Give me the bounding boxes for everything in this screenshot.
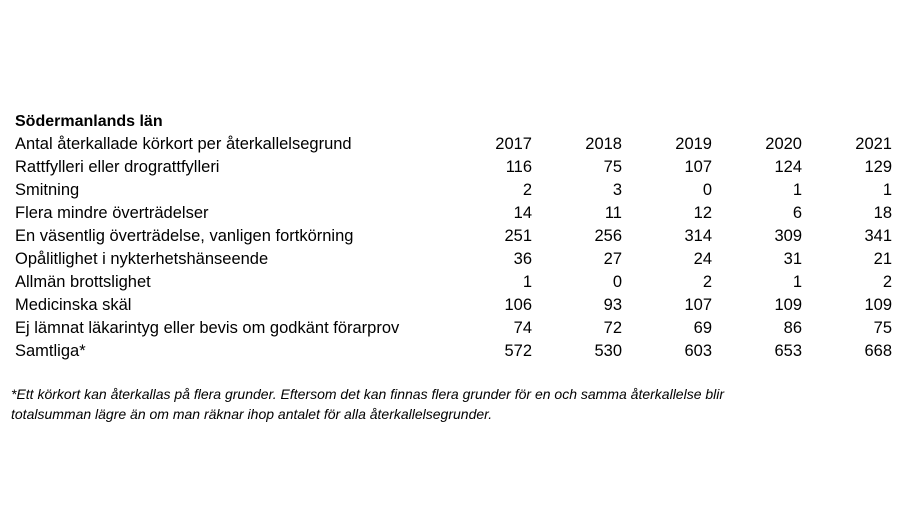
row-label: Medicinska skäl [15, 296, 132, 314]
row-value: 653 [774, 342, 802, 360]
footnote [11, 384, 871, 424]
row-value: 3 [612, 181, 622, 199]
row-value: 74 [513, 319, 532, 337]
row-value: 2 [702, 273, 712, 291]
row-value: 603 [684, 342, 712, 360]
row-value: 36 [513, 250, 532, 268]
row-value: 668 [864, 342, 892, 360]
row-value: 309 [774, 227, 802, 245]
header-label: Antal återkallade körkort per återkallelsegrund [15, 135, 352, 153]
row-value: 106 [504, 296, 532, 314]
row-value: 11 [604, 204, 622, 222]
row-value: 27 [603, 250, 622, 268]
row-value: 341 [864, 227, 892, 245]
row-label: Allmän brottslighet [15, 273, 151, 291]
row-value: 314 [684, 227, 712, 245]
footnote-line: totalsumman lägre än om man räknar ihop antalet för alla återkallelsegrunder. [11, 406, 493, 422]
row-value: 2 [522, 181, 532, 199]
row-label: Flera mindre överträdelser [15, 204, 209, 222]
row-value: 14 [513, 204, 532, 222]
table-row [15, 317, 892, 340]
table-row [15, 156, 892, 179]
header-year: 2018 [585, 135, 622, 153]
row-value: 18 [873, 204, 892, 222]
row-value: 572 [504, 342, 532, 360]
row-value: 2 [882, 273, 892, 291]
table-row [15, 294, 892, 317]
row-value: 69 [693, 319, 712, 337]
row-value: 256 [594, 227, 622, 245]
table-title: Södermanlands län [15, 113, 163, 130]
header-year: 2019 [675, 135, 712, 153]
row-label: En väsentlig överträdelse, vanligen fortkörning [15, 227, 354, 245]
row-value: 129 [864, 158, 892, 176]
row-value: 109 [864, 296, 892, 314]
row-value: 75 [603, 158, 622, 176]
row-value: 21 [873, 250, 892, 268]
row-value: 72 [603, 319, 622, 337]
row-value: 107 [684, 158, 712, 176]
row-label: Opålitlighet i nykterhetshänseende [15, 250, 269, 268]
row-value: 31 [783, 250, 802, 268]
row-value: 1 [882, 181, 892, 199]
row-value: 124 [774, 158, 802, 176]
row-value: 1 [792, 181, 802, 199]
row-value: 251 [504, 227, 532, 245]
header-year: 2021 [855, 135, 892, 153]
row-value: 1 [522, 273, 532, 291]
table-row [15, 225, 892, 248]
row-label: Ej lämnat läkarintyg eller bevis om godkänt förarprov [15, 319, 400, 337]
row-value: 116 [505, 158, 532, 176]
revocation-table [15, 133, 892, 363]
row-value: 109 [774, 296, 802, 314]
header-year: 2020 [765, 135, 802, 153]
table-row [15, 202, 892, 225]
header-year: 2017 [495, 135, 532, 153]
table-row [15, 271, 892, 294]
table-row [15, 248, 892, 271]
row-label: Rattfylleri eller drograttfylleri [15, 158, 220, 176]
row-value: 107 [684, 296, 712, 314]
row-value: 93 [603, 296, 622, 314]
row-value: 24 [693, 250, 712, 268]
footnote-line: *Ett körkort kan återkallas på flera grunder. Eftersom det kan finnas flera grunder för en och samma återkallelse blir [11, 386, 725, 402]
row-value: 0 [702, 181, 712, 199]
row-value: 75 [873, 319, 892, 337]
row-value: 12 [693, 204, 712, 222]
row-value: 530 [594, 342, 622, 360]
row-value: 6 [792, 204, 802, 222]
row-label: Samtliga* [15, 342, 86, 360]
row-value: 1 [792, 273, 802, 291]
table-row [15, 179, 892, 202]
row-value: 0 [612, 273, 622, 291]
table-header-row [15, 133, 892, 156]
row-value: 86 [783, 319, 802, 337]
row-label: Smitning [15, 181, 80, 199]
table-total-row [15, 340, 892, 363]
